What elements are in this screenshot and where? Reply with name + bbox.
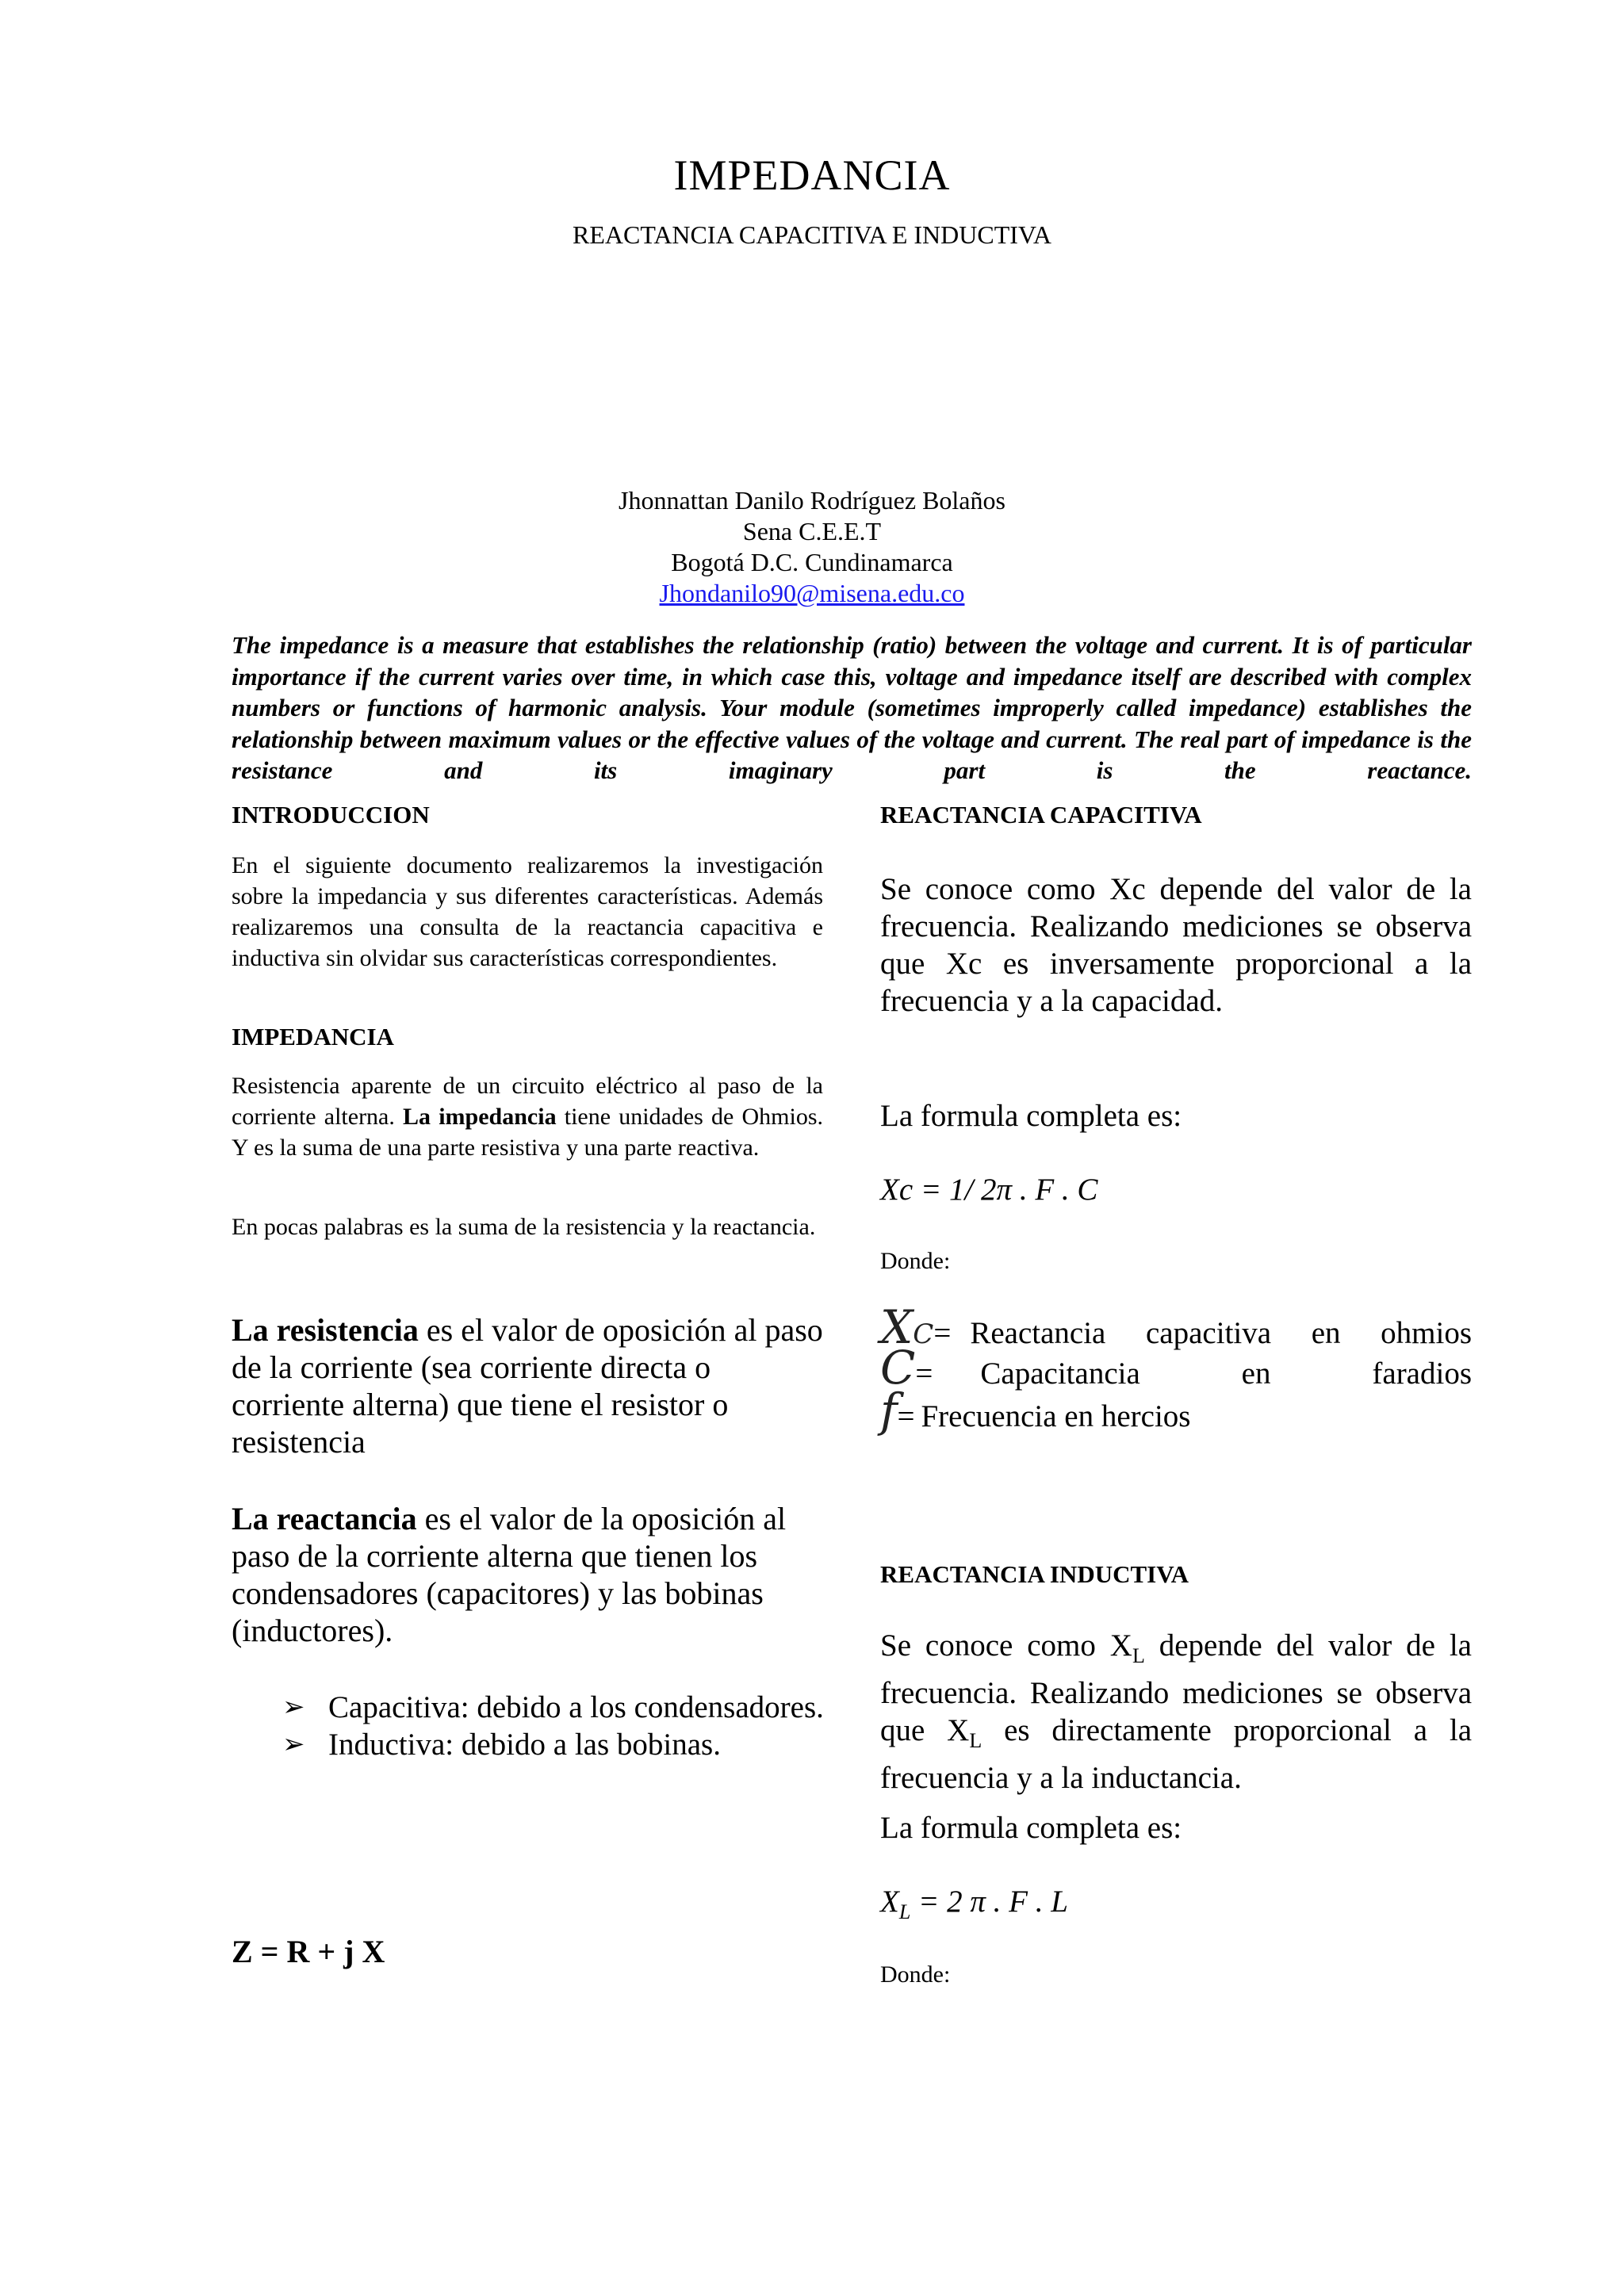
ind-formula-label: La formula completa es: bbox=[880, 1811, 1182, 1845]
definition-text: Frecuencia en hercios bbox=[921, 1399, 1191, 1433]
impedance-bold: La impedancia bbox=[403, 1104, 557, 1130]
ind-formula bbox=[880, 1884, 1472, 1924]
arrowhead-bullet-icon: ➢ bbox=[282, 1728, 305, 1760]
impedance-text-1: Resistencia aparente de un circuito eléctrico al paso de la corriente alterna. bbox=[232, 1073, 823, 1130]
ind-heading: REACTANCIA INDUCTIVA bbox=[880, 1560, 1189, 1588]
list-item bbox=[282, 1689, 837, 1726]
cap-donde: Donde: bbox=[880, 1248, 951, 1274]
reactance-text: es el valor de la oposición al paso de la corriente alterna que tienen los condensadores (capacitores) y las bobinas (inductores). bbox=[232, 1501, 787, 1648]
author-location: Bogotá D.C. Cundinamarca bbox=[671, 548, 953, 576]
author-institution: Sena C.E.E.T bbox=[742, 517, 882, 545]
reactance-paragraph bbox=[232, 1500, 823, 1649]
intro-text: En el siguiente documento realizaremos la investigación sobre la impedancia y sus diferentes características. Además realizaremos una consulta de la reactancia capacitiva e inductiva sin olvidar sus características correspondientes. bbox=[232, 852, 823, 971]
impedance-summary: En pocas palabras es la suma de la resistencia y la reactancia. bbox=[232, 1214, 816, 1240]
ind-text-b: depende del valor de la frecuencia. Realizando mediciones se observa que X bbox=[880, 1628, 1472, 1747]
definition-text: Reactancia capacitiva en ohmios bbox=[970, 1316, 1472, 1350]
resistance-bold: La resistencia bbox=[232, 1312, 419, 1348]
ind-text-c: es directamente proporcional a la frecuencia y a la inductancia. bbox=[880, 1712, 1473, 1795]
resistance-text: es el valor de oposición al paso de la corriente (sea corriente directa o corriente alterna) que tiene el resistor o resistencia bbox=[232, 1312, 823, 1460]
ind-subscript: L bbox=[969, 1728, 982, 1752]
cap-heading: REACTANCIA CAPACITIVA bbox=[880, 801, 1202, 828]
author-email-link[interactable]: Jhondanilo90@misena.edu.co bbox=[659, 579, 965, 607]
ind-subscript: L bbox=[1132, 1644, 1145, 1667]
impedance-heading: IMPEDANCIA bbox=[232, 1023, 394, 1050]
intro-heading: INTRODUCCION bbox=[232, 801, 430, 828]
definition-row bbox=[880, 1341, 1472, 1395]
cap-formula-label: La formula completa es: bbox=[880, 1099, 1182, 1133]
cap-definitions bbox=[880, 1300, 1472, 1437]
paper-title: IMPEDANCIA bbox=[673, 151, 951, 199]
definition-equals: = bbox=[897, 1399, 915, 1433]
definition-row bbox=[880, 1383, 1472, 1437]
impedance-paragraph bbox=[232, 1070, 823, 1163]
definition-symbol: f bbox=[880, 1383, 898, 1437]
ind-text bbox=[880, 1627, 1472, 1797]
ind-formula-symbol: X bbox=[880, 1885, 899, 1919]
definition-symbol: XC bbox=[880, 1300, 934, 1354]
definition-equals: = bbox=[915, 1357, 933, 1391]
paper-subtitle: REACTANCIA CAPACITIVA E INDUCTIVA bbox=[572, 220, 1051, 249]
ind-formula-rest: = 2 π . F . L bbox=[918, 1885, 1068, 1919]
cap-formula: Xc = 1/ 2π . F . C bbox=[880, 1173, 1098, 1207]
resistance-paragraph bbox=[232, 1311, 823, 1460]
abstract: The impedance is a measure that establishes the relationship (ratio) between the voltage and current. It is of particular importance if the current varies over time, in which case this, voltage and impedance itself are described with complex numbers or functions of harmonic analysis. Your module (sometimes improperly called impedance) establishes the relationship between maximum values or the effective values of the voltage and current. The real part of impedance is the resistance and its imaginary part is the reactance. bbox=[232, 631, 1472, 784]
arrowhead-bullet-icon: ➢ bbox=[282, 1691, 305, 1723]
definition-symbol: C bbox=[880, 1341, 916, 1395]
list-item bbox=[282, 1726, 837, 1763]
ind-donde: Donde: bbox=[880, 1961, 951, 1988]
ind-formula-subscript: L bbox=[898, 1900, 911, 1923]
reactance-type-list bbox=[282, 1689, 837, 1763]
cap-text: Se conoce como Xc depende del valor de la frecuencia. Realizando mediciones se observa que Xc es inversamente proporcional a la frecuencia y a la capacidad. bbox=[880, 872, 1472, 1018]
definition-text: Capacitancia en faradios bbox=[980, 1357, 1472, 1391]
definition-equals: = bbox=[933, 1316, 952, 1350]
ind-text-a: Se conoce como X bbox=[880, 1628, 1132, 1663]
impedance-equation: Z = R + j X bbox=[232, 1934, 385, 1969]
author-name: Jhonnattan Danilo Rodríguez Bolaños bbox=[619, 486, 1005, 515]
reactance-bold: La reactancia bbox=[232, 1501, 417, 1536]
impedance-text-2: tiene unidades de Ohmios. Y es la suma de una parte resistiva y una parte reactiva. bbox=[232, 1104, 824, 1161]
list-item-text: Inductiva: debido a las bobinas. bbox=[328, 1728, 721, 1762]
list-item-text: Capacitiva: debido a los condensadores. bbox=[328, 1690, 824, 1724]
